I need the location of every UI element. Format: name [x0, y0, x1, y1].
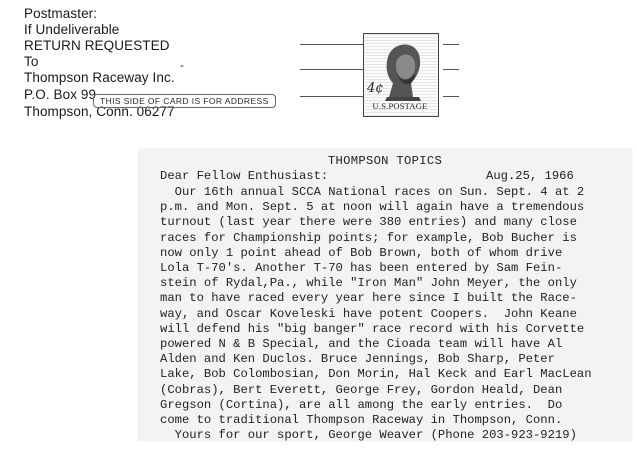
- body-line: stein of Rydal,Pa., while "Iron Man" John Meyer, the only: [160, 276, 577, 291]
- address-dash: -: [180, 58, 184, 72]
- body-line: Lake, Bob Colombosian, Don Morin, Hal Keck and Earl MacLean: [160, 367, 592, 382]
- stamp-label: U.S.POSTAGE: [372, 101, 428, 111]
- body-line: come to traditional Thompson Raceway in Thompson, Conn.: [160, 413, 563, 427]
- body-line: races for Championship points; for example, Bob Bucher is: [160, 230, 577, 245]
- body-line: Our 16th annual SCCA National races on Sun. Sept. 4 at 2: [160, 185, 585, 199]
- stamp-value: 4¢: [367, 81, 384, 96]
- address-rule: [300, 69, 363, 70]
- postcard-address-side: [0, 0, 637, 150]
- body-line: powered N & B Special, and the Cioada team will have Al: [160, 337, 563, 351]
- return-requested-line: RETURN REQUESTED: [24, 38, 170, 53]
- postage-stamp: [363, 33, 439, 117]
- address-rule: [443, 96, 459, 97]
- postmaster-line: Postmaster:: [24, 6, 98, 21]
- body-line: will defend his "big banger" race record with his Corvette: [160, 321, 585, 336]
- letter-title: THOMPSON TOPICS: [327, 154, 443, 168]
- body-line: Yours for our sport, George Weaver (Phone 203-923-9219): [160, 428, 577, 443]
- address-rule: [443, 69, 459, 70]
- body-line: now only 1 point ahead of Bob Brown, both of whom drive: [160, 245, 563, 260]
- body-line: (Cobras), Bert Everett, George Frey, Gordon Heald, Dean: [160, 382, 563, 397]
- letter-card: [138, 149, 632, 441]
- address-side-note: THIS SIDE OF CARD IS FOR ADDRESS: [93, 94, 276, 108]
- addressee-city: Thompson, Conn. 06277: [24, 104, 175, 119]
- letter-date: Aug.25, 1966: [486, 169, 574, 183]
- address-rule: [300, 96, 363, 97]
- undeliverable-line: If Undeliverable: [24, 22, 120, 37]
- salutation: Dear Fellow Enthusiast:: [160, 169, 329, 183]
- addressee-name: Thompson Raceway Inc.: [24, 70, 175, 85]
- address-rule: [443, 44, 459, 45]
- addressee-po-box: P.O. Box 99: [24, 87, 97, 102]
- body-line: Gregson (Cortina), are all among the early entries. Do: [160, 397, 563, 412]
- to-line: To: [24, 54, 39, 69]
- body-line: Lola T-70's. Another T-70 has been entered by Sam Fein-: [160, 261, 563, 275]
- body-line: Alden and Ken Duclos. Bruce Jennings, Bob Sharp, Peter: [160, 352, 555, 367]
- body-line: p.m. and Mon. Sept. 5 at noon will again have a tremendous: [160, 200, 585, 215]
- body-line: man to have raced every year here since I built the Race-: [160, 291, 577, 306]
- body-line: turnout (last year there were 380 entries) and many close: [160, 215, 577, 230]
- body-line: way, and Oscar Koveleski have potent Coopers. John Keane: [160, 306, 577, 321]
- address-rule: [300, 44, 363, 45]
